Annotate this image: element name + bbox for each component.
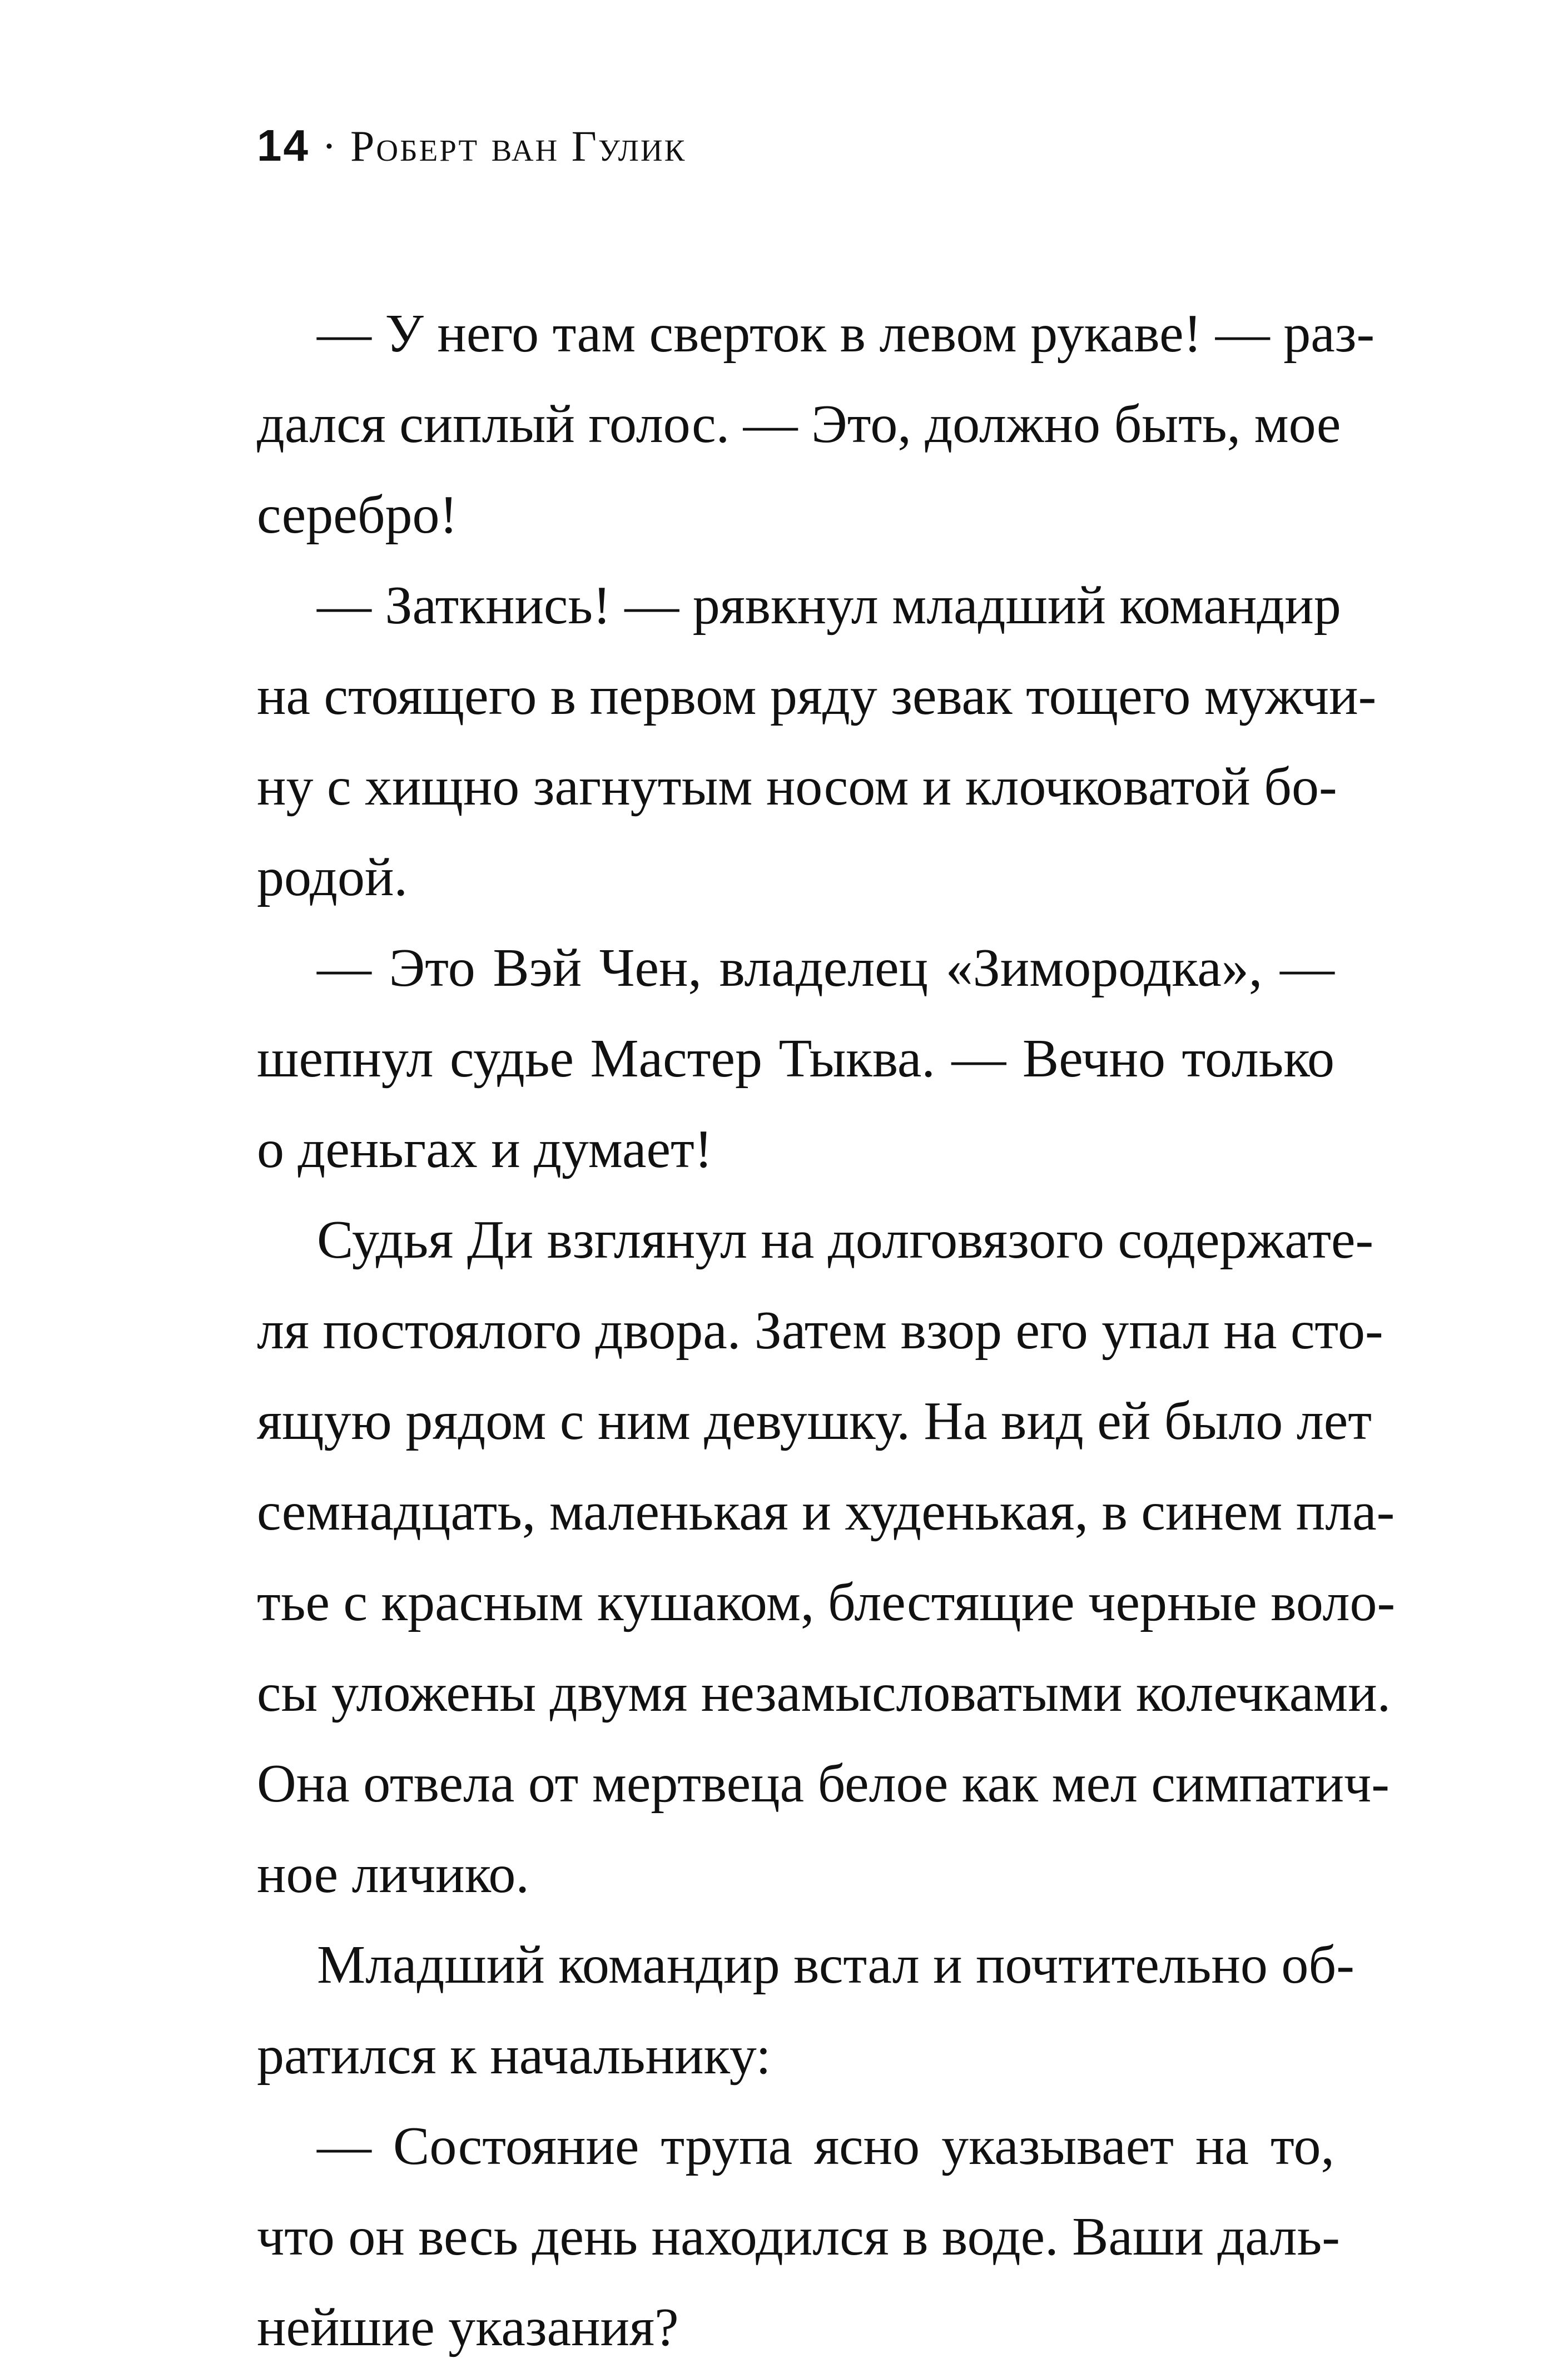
body-text: [257, 289, 1396, 2373]
text-line: родой.: [257, 847, 408, 907]
text-line: — Заткнись! — рявкнул младший командир: [317, 575, 1341, 636]
text-line: Судья Ди взглянул на долговязого содержате-: [317, 1210, 1374, 1270]
text-line: — Состояние трупа ясно указывает на то,: [317, 2116, 1334, 2176]
text-line: ное личико.: [257, 1844, 529, 1904]
text-line: Младший командир встал и почтительно об-: [317, 1935, 1354, 1995]
header-separator: ·: [321, 122, 338, 170]
text-line: тье с красным кушаком, блестящие черные воло-: [257, 1572, 1396, 1632]
text-line: серебро!: [257, 485, 458, 545]
page-number: 14: [257, 121, 310, 170]
text-line: что он весь день находился в воде. Ваши даль-: [257, 2207, 1340, 2267]
text-line: семнадцать, маленькая и худенькая, в синем пла-: [257, 1482, 1395, 1542]
text-line: шепнул судье Мастер Тыква. — Вечно только: [257, 1029, 1334, 1089]
text-line: — Это Вэй Чен, владелец «Зимородка», —: [317, 938, 1334, 998]
text-line: ящую рядом с ним девушку. На вид ей было лет: [257, 1391, 1372, 1451]
text-line: сы уложены двумя незамысловатыми колечками.: [257, 1663, 1391, 1723]
text-line: о деньгах и думает!: [257, 1119, 713, 1179]
text-line: нейшие указания?: [257, 2297, 679, 2357]
text-line: ля постоялого двора. Затем взор его упал на сто-: [257, 1300, 1383, 1361]
text-line: на стоящего в первом ряду зевак тощего мужчи-: [257, 666, 1377, 726]
author-name: Роберт ван Гулик: [350, 122, 687, 170]
text-line: дался сиплый голос. — Это, должно быть, мое: [257, 394, 1341, 454]
text-line: ну с хищно загнутым носом и клочковатой бо-: [257, 757, 1337, 817]
text-line: Она отвела от мертвеца белое как мел симпатич-: [257, 1754, 1390, 1814]
text-line: ратился к начальнику:: [257, 2026, 771, 2086]
running-header: [257, 118, 686, 174]
text-line: — У него там сверток в левом рукаве! — раз-: [317, 304, 1375, 364]
